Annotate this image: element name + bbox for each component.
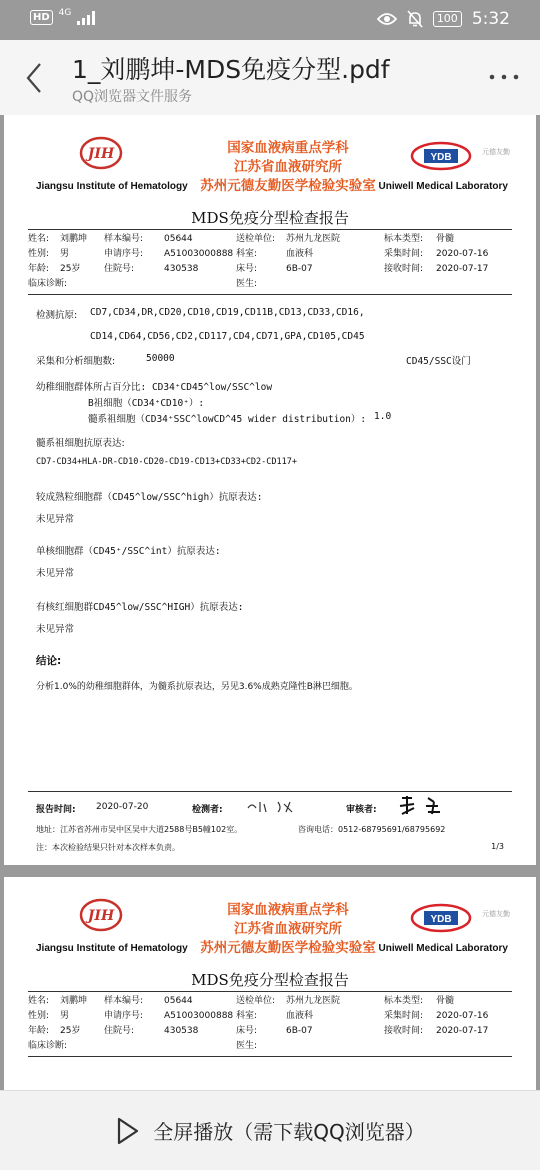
- myeloid-expr: CD7-CD34+HLA-DR-CD10-CD20-CD19-CD13+CD33+CD2-CD117+: [36, 457, 297, 467]
- erythroid-label: 有核红细胞群CD45^low/SSC^HIGH）抗原表达:: [36, 602, 244, 613]
- doctor-label: 医生:: [236, 1041, 258, 1051]
- ydb-small-caption: 元德友勤: [482, 910, 510, 918]
- eye-icon: [377, 12, 397, 26]
- myeloid-expr-label: 髓系祖细胞抗原表达:: [36, 438, 125, 449]
- document-subtitle: QQ浏览器文件服务: [72, 89, 193, 105]
- report-time: 2020-07-20: [96, 802, 149, 812]
- blast-percentage: 幼稚细胞群体所占百分比: CD34⁺CD45^low/SSC^low: [36, 382, 273, 393]
- sample-no: 05644: [164, 996, 193, 1006]
- sample-type-label: 标本类型:: [384, 996, 424, 1006]
- age: 25岁: [60, 1026, 81, 1036]
- myeloid-blast: 髓系祖细胞（CD34⁺SSC^lowCD^45 wider distribution）:: [88, 414, 367, 425]
- name-label: 姓名:: [28, 234, 50, 244]
- hosp-no: 430538: [164, 1026, 199, 1036]
- sample-no-label: 样本编号:: [104, 996, 144, 1006]
- gender-label: 性别:: [28, 1011, 50, 1021]
- sample-type: 骨髓: [436, 234, 455, 244]
- unit-label: 送检单位:: [236, 996, 276, 1006]
- document-title: 1_刘鹏坤-MDS免疫分型.pdf: [72, 55, 390, 84]
- jih-logo-icon: [78, 897, 124, 933]
- institution-title-1: 国家血液病重点学科: [227, 902, 349, 918]
- sample-no-label: 样本编号:: [104, 234, 144, 244]
- report-body: [28, 295, 512, 735]
- institution-title-2: 江苏省血液研究所: [234, 921, 342, 937]
- conclusion-text: 分析1.0%的幼稚细胞群体，为髓系抗原表达，另见3.6%成熟克隆性B淋巴细胞。: [36, 682, 358, 692]
- hd-badge: HD: [30, 10, 53, 25]
- play-icon: [115, 1116, 141, 1146]
- svg-text:YDB: YDB: [430, 914, 452, 925]
- receive-label: 接收时间:: [384, 1026, 424, 1036]
- granulocyte-result: 未见异常: [36, 514, 75, 525]
- signal-icon: [77, 11, 95, 25]
- diagnosis-label: 临床诊断:: [28, 279, 68, 289]
- unit: 苏州九龙医院: [286, 996, 341, 1006]
- jiangsu-institute-name: Jiangsu Institute of Hematology: [36, 181, 188, 192]
- uniwell-lab-name: Uniwell Medical Laboratory: [378, 181, 508, 192]
- dept: 血液科: [286, 249, 314, 259]
- age: 25岁: [60, 264, 81, 274]
- ydb-small-caption: 元德友勤: [482, 148, 510, 156]
- receive-label: 接收时间:: [384, 264, 424, 274]
- pdf-viewer[interactable]: [0, 115, 540, 1090]
- report-header-p2: [28, 877, 512, 975]
- hosp-no-label: 住院号:: [104, 264, 135, 274]
- dept: 血液科: [286, 1011, 314, 1021]
- sample-type: 骨髓: [436, 996, 455, 1006]
- hosp-no: 430538: [164, 264, 199, 274]
- report-header: [28, 115, 512, 213]
- institution-title-1: 国家血液病重点学科: [227, 140, 349, 156]
- apply-no: A51003000888: [164, 249, 234, 259]
- report-footer: [28, 791, 512, 861]
- bed-label: 床号:: [236, 1026, 258, 1036]
- receive-time: 2020-07-17: [436, 1026, 489, 1036]
- antigens-line-1: CD7,CD34,DR,CD20,CD10,CD19,CD11B,CD13,CD33,CD16,: [90, 307, 365, 318]
- svg-text:JIH: JIH: [87, 908, 115, 924]
- ydb-logo-icon: [410, 903, 472, 933]
- reviewer-signature-icon: [398, 794, 458, 816]
- diagnosis-label: 临床诊断:: [28, 1041, 68, 1051]
- report-time-label: 报告时间:: [36, 805, 76, 815]
- institution-title-3: 苏州元德友勤医学检验实验室: [200, 178, 376, 194]
- apply-no-label: 申请序号:: [104, 1011, 144, 1021]
- lab-address: 地址：江苏省苏州市吴中区吴中大道2588号B5幢102室。: [36, 825, 243, 834]
- conclusion-label: 结论:: [36, 655, 62, 667]
- cells-count: 50000: [146, 353, 175, 364]
- hosp-no-label: 住院号:: [104, 1026, 135, 1036]
- monocyte-label: 单核细胞群（CD45⁺/SSC^int）抗原表达:: [36, 546, 221, 557]
- fullscreen-play-label: 全屏播放（需下载QQ浏览器）: [153, 1120, 425, 1144]
- gender: 男: [60, 249, 70, 259]
- institution-title-2: 江苏省血液研究所: [234, 159, 342, 175]
- patient-info-table: [28, 991, 512, 1057]
- age-label: 年龄:: [28, 1026, 50, 1036]
- svg-text:JIH: JIH: [87, 146, 115, 162]
- pdf-page-1: [4, 115, 536, 865]
- apply-no-label: 申请序号:: [104, 249, 144, 259]
- gender-label: 性别:: [28, 249, 50, 259]
- bed: 6B-07: [286, 1026, 313, 1036]
- svg-text:YDB: YDB: [430, 152, 452, 163]
- unit-label: 送检单位:: [236, 234, 276, 244]
- age-label: 年龄:: [28, 264, 50, 274]
- erythroid-result: 未见异常: [36, 624, 75, 635]
- battery-icon: 100: [433, 11, 462, 27]
- doctor-label: 医生:: [236, 279, 258, 289]
- patient-info-table: [28, 229, 512, 295]
- patient-name: 刘鹏坤: [60, 996, 88, 1006]
- bed-label: 床号:: [236, 264, 258, 274]
- unit: 苏州九龙医院: [286, 234, 341, 244]
- tester-signature-icon: [244, 798, 304, 816]
- tester-label: 检测者:: [192, 805, 223, 815]
- collect-label: 采集时间:: [384, 1011, 424, 1021]
- institution-titles: [178, 901, 398, 958]
- pdf-page-2: [4, 877, 536, 1090]
- report-title: MDS免疫分型检查报告: [191, 971, 349, 989]
- dept-label: 科室:: [236, 249, 258, 259]
- apply-no: A51003000888: [164, 1011, 234, 1021]
- app-header: [0, 40, 540, 115]
- sample-no: 05644: [164, 234, 193, 244]
- antigens-line-2: CD14,CD64,CD56,CD2,CD117,CD4,CD71,GPA,CD105,CD45: [90, 331, 365, 342]
- monocyte-result: 未见异常: [36, 568, 75, 579]
- b-blast: B祖细胞（CD34⁺CD10⁺）:: [88, 398, 205, 409]
- status-bar: [0, 0, 540, 40]
- network-label: 4G: [58, 7, 72, 18]
- disclaimer-note: 注：本次检验结果只针对本次样本负责。: [36, 843, 180, 852]
- cells-label: 采集和分析细胞数:: [36, 356, 116, 367]
- name-label: 姓名:: [28, 996, 50, 1006]
- lab-phone: 咨询电话：0512-68795691/68795692: [298, 825, 446, 834]
- uniwell-lab-name: Uniwell Medical Laboratory: [378, 943, 508, 954]
- receive-time: 2020-07-17: [436, 264, 489, 274]
- report-title: MDS免疫分型检查报告: [191, 209, 349, 227]
- collect-time: 2020-07-16: [436, 1011, 489, 1021]
- more-button[interactable]: [486, 62, 522, 92]
- patient-name: 刘鹏坤: [60, 234, 88, 244]
- collect-label: 采集时间:: [384, 249, 424, 259]
- institution-titles: [178, 139, 398, 196]
- ydb-logo-icon: [410, 141, 472, 171]
- mute-bell-icon: [407, 10, 423, 28]
- bed: 6B-07: [286, 264, 313, 274]
- sample-type-label: 标本类型:: [384, 234, 424, 244]
- institution-title-3: 苏州元德友勤医学检验实验室: [200, 940, 376, 956]
- reviewer-label: 审核者:: [346, 805, 377, 815]
- more-dots-icon: [486, 62, 522, 92]
- gate-setting: CD45/SSC设门: [406, 356, 471, 367]
- granulocyte-label: 较成熟粒细胞群（CD45^low/SSC^high）抗原表达:: [36, 492, 263, 503]
- fullscreen-play-button[interactable]: [0, 1090, 540, 1170]
- dept-label: 科室:: [236, 1011, 258, 1021]
- page-number: 1/3: [491, 842, 504, 851]
- back-button[interactable]: [20, 58, 50, 98]
- clock: 5:32: [471, 9, 510, 29]
- collect-time: 2020-07-16: [436, 249, 489, 259]
- jih-logo-icon: [78, 135, 124, 171]
- back-arrow-icon: [20, 58, 50, 98]
- gender: 男: [60, 1011, 70, 1021]
- myeloid-value: 1.0: [374, 411, 392, 422]
- antigens-label: 检测抗原:: [36, 310, 78, 321]
- jiangsu-institute-name: Jiangsu Institute of Hematology: [36, 943, 188, 954]
